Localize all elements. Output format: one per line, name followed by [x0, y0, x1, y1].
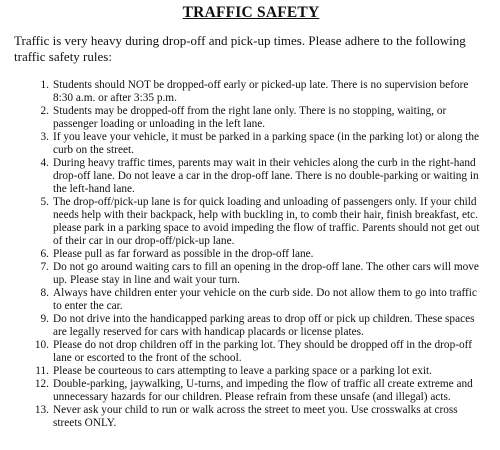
- list-item-number: 4.: [40, 157, 49, 169]
- list-item: [38, 79, 488, 105]
- list-item: [38, 287, 488, 313]
- list-item: [34, 339, 488, 365]
- list-item: [38, 261, 488, 287]
- list-item: [34, 404, 488, 430]
- list-item: [38, 131, 488, 157]
- list-item: [38, 313, 488, 339]
- list-item: [38, 196, 488, 248]
- list-item-number: 6.: [40, 248, 49, 260]
- list-item-number: 1.: [40, 79, 49, 91]
- list-item-number: 12.: [34, 378, 49, 390]
- list-item: [35, 365, 488, 378]
- list-item-text: Please pull as far forward as possible in the drop-off lane.: [53, 248, 314, 260]
- list-item-text: Please be courteous to cars attempting to leave a parking space or a parking lot exit.: [53, 365, 432, 377]
- list-item-number: 10.: [34, 339, 49, 351]
- list-item-number: 2.: [40, 105, 49, 117]
- list-item-text: Never ask your child to run or walk across the street to meet you. Use crosswalks at cross streets ONLY.: [53, 404, 458, 429]
- list-item-number: 11.: [35, 365, 49, 377]
- list-item-text: Do not go around waiting cars to fill an opening in the drop-off lane. The other cars will move up. Please stay in line and wait your turn.: [53, 261, 479, 286]
- list-item-text: During heavy traffic times, parents may wait in their vehicles along the curb in the right-hand drop-off lane. Do not leave a car in the drop-off lane. There is no double-parking or waiting in the left-hand lane.: [53, 157, 479, 195]
- list-item: [38, 105, 488, 131]
- document-title: TRAFFIC SAFETY: [182, 4, 320, 21]
- list-item-text: Students may be dropped-off from the right lane only. There is no stopping, waiting, or passenger loading or unloading in the left lane.: [53, 105, 447, 130]
- list-item-text: If you leave your vehicle, it must be parked in a parking space (in the parking lot) or along the curb on the street.: [53, 131, 480, 156]
- intro-paragraph: Traffic is very heavy during drop-off and pick-up times. Please adhere to the following traffic safety rules:: [14, 33, 466, 64]
- list-item-text: Please do not drop children off in the parking lot. They should be dropped off in the drop-off lane or escorted to the front of the school.: [53, 339, 472, 364]
- list-item-number: 5.: [40, 196, 49, 208]
- list-item-text: Students should NOT be dropped-off early or picked-up late. There is no supervision before 8:30 a.m. or after 3:35 p.m.: [53, 79, 469, 104]
- list-item: [34, 378, 488, 404]
- list-item-number: 13.: [34, 404, 49, 416]
- list-item-text: The drop-off/pick-up lane is for quick loading and unloading of passengers only. If your child needs help with their backpack, help with buckling in, to comb their hair, finish breakfast, etc. please park in a parking space to avoid impeding the flow of traffic. Parents should not get out of their car in our drop-off/pick-up lane.: [53, 196, 480, 247]
- list-item-number: 9.: [40, 313, 49, 325]
- list-item: [38, 248, 488, 261]
- list-item-text: Double-parking, jaywalking, U-turns, and impeding the flow of traffic all create extreme and unnecessary hazards for our children. Please refrain from these unsafe (and illegal) acts.: [53, 378, 473, 403]
- list-item-number: 8.: [40, 287, 49, 299]
- list-item-number: 3.: [40, 131, 49, 143]
- list-item: [38, 157, 488, 196]
- list-item-text: Always have children enter your vehicle on the curb side. Do not allow them to go into traffic to enter the car.: [53, 287, 477, 312]
- rules-list: [14, 79, 488, 430]
- list-item-number: 7.: [40, 261, 49, 273]
- list-item-text: Do not drive into the handicapped parking areas to drop off or pick up children. These spaces are legally reserved for cars with handicap placards or license plates.: [53, 313, 475, 338]
